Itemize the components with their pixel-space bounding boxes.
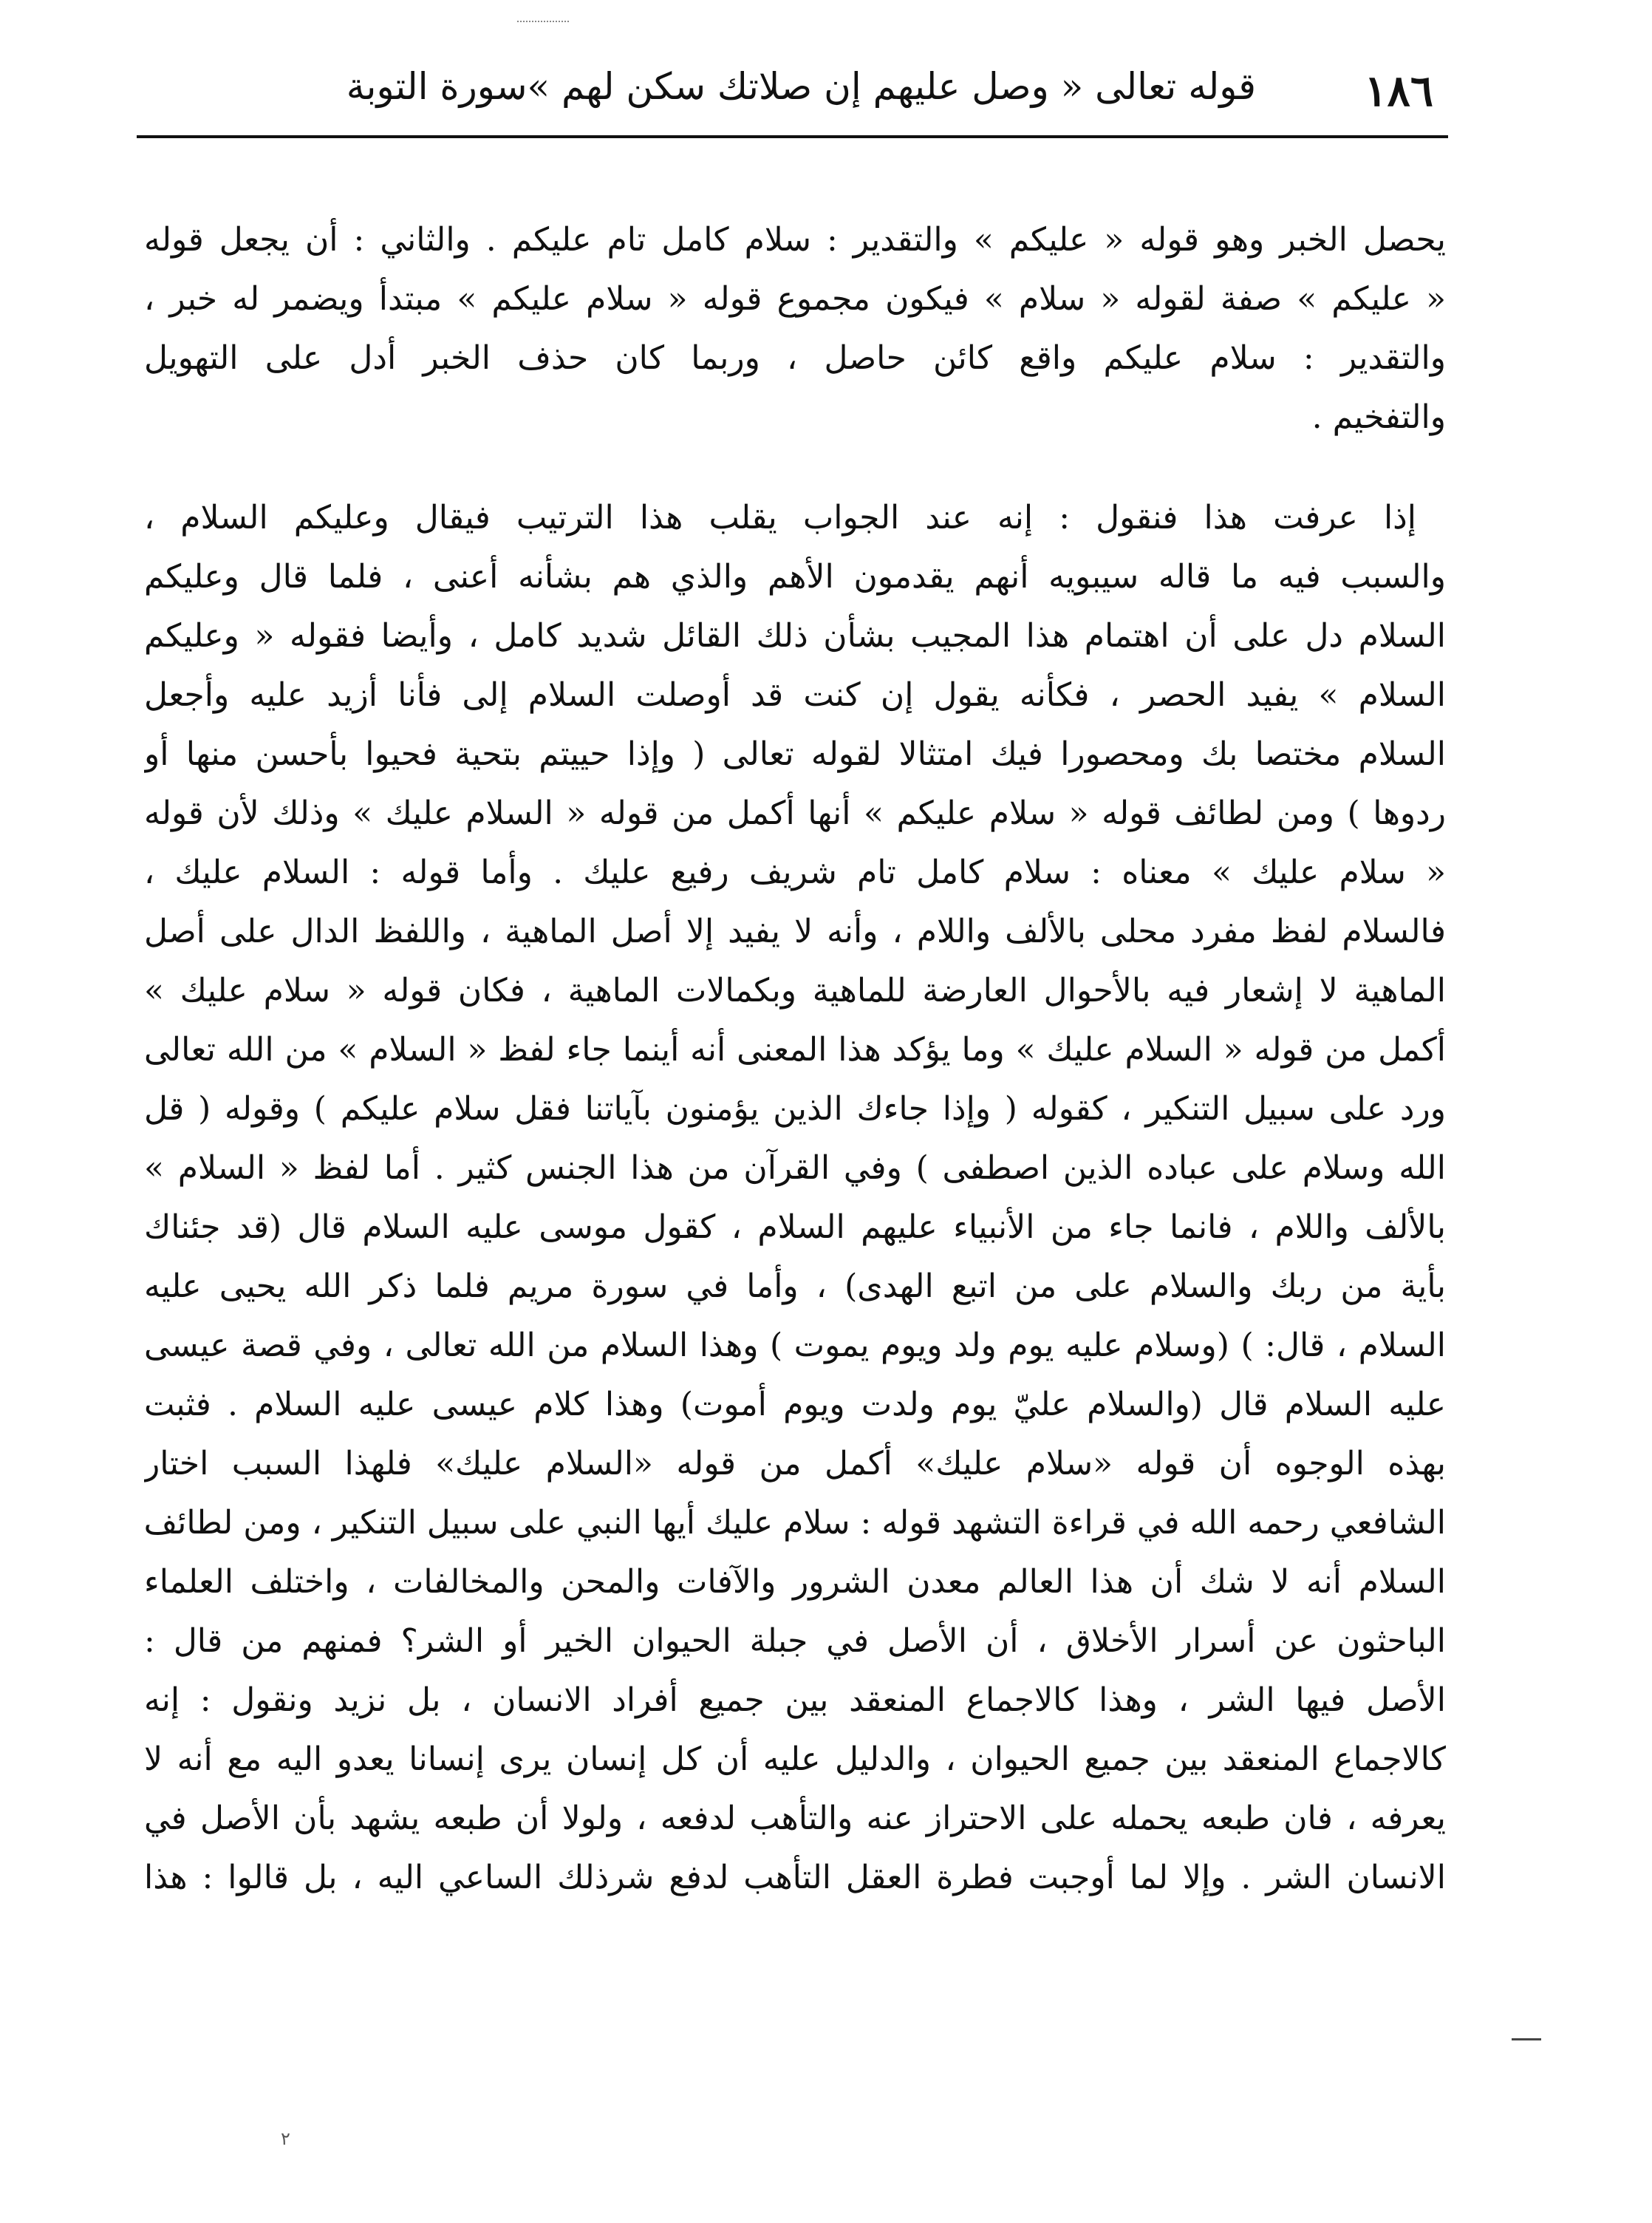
text-line: فالسلام لفظ مفرد محلى بالألف واللام ، وأنه لا يفيد إلا أصل الماهية ، واللفظ الدال على أصل: [144, 913, 1446, 950]
text-line: ورد على سبيل التنكير ، كقوله ( وإذا جاءك الذين يؤمنون بآياتنا فقل سلام عليكم ) وقوله ( قل: [144, 1090, 1446, 1128]
text-line: والسبب فيه ما قاله سيبويه أنهم يقدمون الأهم والذي هم بشأنه أعنى ، فلما قال وعليكم: [144, 558, 1446, 596]
margin-mark: [1512, 2038, 1541, 2040]
text-line: « سلام عليك » معناه : سلام كامل تام شريف رفيع عليك . وأما قوله : السلام عليك ،: [144, 854, 1446, 891]
text-line: الانسان الشر . وإلا لما أوجبت فطرة العقل التأهب لدفع شرذلك الساعي اليه ، بل قالوا : هذا: [144, 1859, 1446, 1896]
running-title: قوله تعالى « وصل عليهم إن صلاتك سكن لهم »سورة التوبة: [346, 65, 1256, 108]
text-line: والتقدير : سلام عليكم واقع كائن حاصل ، وربما كان حذف الخبر أدل على التهويل: [144, 339, 1446, 377]
text-line: بأية من ربك والسلام على من اتبع الهدى) ، وأما في سورة مريم فلما ذكر الله يحيى عليه: [144, 1267, 1446, 1305]
text-line: بالألف واللام ، فانما جاء من الأنبياء عليهم السلام ، كقول موسى عليه السلام قال (قد جئناك: [144, 1208, 1446, 1246]
text-line: الباحثون عن أسرار الأخلاق ، أن الأصل في جبلة الحيوان الخير أو الشر؟ فمنهم من قال :: [144, 1622, 1446, 1660]
text-line: ردوها ) ومن لطائف قوله « سلام عليكم » أنها أكمل من قوله « السلام عليك » وذلك لأن قوله: [144, 794, 1446, 832]
body-text: [144, 211, 1446, 1907]
text-line: عليه السلام قال (والسلام عليّ يوم ولدت ويوم أموت) وهذا كلام عيسى عليه السلام . فثبت: [144, 1386, 1446, 1423]
page-number: ١٨٦: [1364, 66, 1433, 116]
text-line: الماهية لا إشعار فيه بالأحوال العارضة للماهية وبكمالات الماهية ، فكان قوله « سلام عليك »: [144, 972, 1446, 1010]
text-line: أكمل من قوله « السلام عليك » وما يؤكد هذا المعنى أنه أينما جاء لفظ « السلام » من الله تعالى: [144, 1031, 1446, 1069]
running-header: [137, 44, 1448, 133]
text-line: إذا عرفت هذا فنقول : إنه عند الجواب يقلب هذا الترتيب فيقال وعليكم السلام ،: [144, 499, 1416, 537]
text-line: الأصل فيها الشر ، وهذا كالاجماع المنعقد بين جميع أفراد الانسان ، بل نزيد ونقول : إنه: [144, 1681, 1446, 1719]
text-line: يعرفه ، فان طبعه يحمله على الاحتراز عنه والتأهب لدفعه ، ولولا أن طبعه يشهد بأن الأصل في: [144, 1800, 1446, 1837]
paragraph-2: [144, 488, 1446, 1907]
text-line: السلام أنه لا شك أن هذا العالم معدن الشرور والآفات والمحن والمخالفات ، واختلف العلماء: [144, 1563, 1446, 1601]
text-line: الشافعي رحمه الله في قراءة التشهد قوله : سلام عليك أيها النبي على سبيل التنكير ، ومن لطائف: [144, 1504, 1446, 1542]
paragraph-1: [144, 211, 1446, 447]
text-line: بهذه الوجوه أن قوله «سلام عليك» أكمل من قوله «السلام عليك» فلهذا السبب اختار: [144, 1445, 1446, 1482]
text-line: السلام دل على أن اهتمام هذا المجيب بشأن ذلك القائل شديد كامل ، وأيضا فقوله « وعليكم: [144, 617, 1446, 655]
scan-smudge: [517, 21, 569, 22]
text-line: السلام » يفيد الحصر ، فكأنه يقول إن كنت قد أوصلت السلام إلى فأنا أزيد عليه وأجعل: [144, 676, 1446, 714]
text-line: السلام ، قال: ) (وسلام عليه يوم ولد ويوم يموت ) وهذا السلام من الله تعالى ، وفي قصة عيسى: [144, 1327, 1446, 1364]
text-line: الله وسلام على عباده الذين اصطفى ) وفي القرآن من هذا الجنس كثير . أما لفظ « السلام »: [144, 1149, 1446, 1187]
text-line: السلام مختصا بك ومحصورا فيك امتثالا لقوله تعالى ( وإذا حييتم بتحية فحيوا بأحسن منها أو: [144, 735, 1446, 773]
header-rule: [137, 135, 1448, 138]
text-line: « عليكم » صفة لقوله « سلام » فيكون مجموع قوله « سلام عليكم » مبتدأ ويضمر له خبر ،: [144, 280, 1446, 318]
text-line: والتفخيم .: [1311, 398, 1446, 436]
footer-mark: ٢: [281, 2128, 290, 2149]
text-line: يحصل الخبر وهو قوله « عليكم » والتقدير : سلام كامل تام عليكم . والثاني : أن يجعل قوله: [144, 221, 1446, 259]
text-line: كالاجماع المنعقد بين جميع الحيوان ، والدليل عليه أن كل إنسان يرى إنسانا يعدو اليه مع أنه لا: [144, 1740, 1446, 1778]
